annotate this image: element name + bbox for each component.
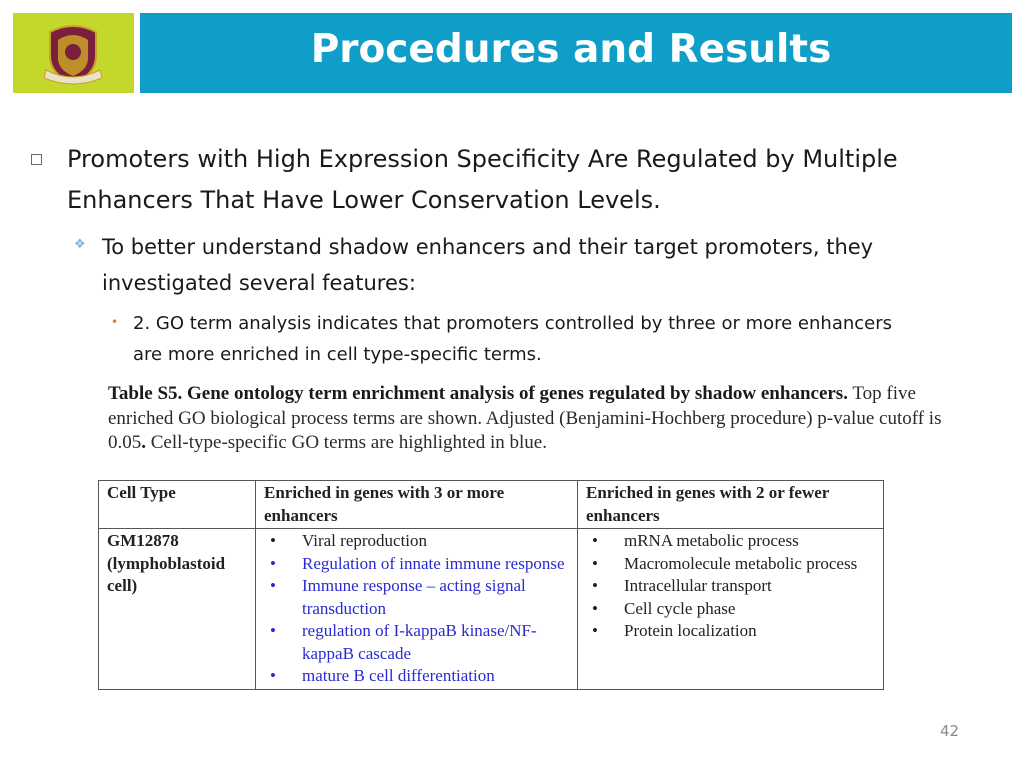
- bullet-icon: •: [270, 666, 276, 685]
- dot-bullet-icon: •: [111, 315, 119, 329]
- table-row: [99, 529, 884, 690]
- bullet-level1: Promoters with High Expression Specificity Are Regulated by Multiple Enhancers That Have Lower Conservation Levels.: [67, 145, 898, 214]
- terms-two-or-fewer: [578, 529, 884, 690]
- bullet-icon: •: [592, 598, 598, 618]
- bullet-icon: •: [592, 621, 598, 640]
- bullet-level2: To better understand shadow enhancers and their target promoters, they investigated several features:: [102, 235, 874, 295]
- header-three-or-more: Enriched in genes with 3 or more enhancers: [256, 481, 578, 529]
- go-term: Viral reproduction: [302, 531, 428, 550]
- cell-type-value: GM12878 (lymphoblastoid cell): [99, 529, 256, 690]
- list-item: [264, 620, 569, 665]
- go-term: Protein localization: [624, 621, 757, 640]
- go-term: Macromolecule metabolic process: [624, 553, 858, 573]
- caption-title: Table S5. Gene ontology term enrichment analysis of genes regulated by shadow enhancers.: [108, 383, 848, 404]
- list-item: [586, 530, 875, 553]
- list-item: [264, 665, 569, 688]
- go-term: mature B cell differentiation: [302, 666, 495, 685]
- go-term: mRNA metabolic process: [624, 531, 799, 550]
- term-list-three-or-more: [264, 530, 569, 688]
- term-list-two-or-fewer: [586, 530, 875, 643]
- list-item: [586, 598, 875, 621]
- list-item: [264, 530, 569, 553]
- table-header-row: [99, 481, 884, 529]
- caption-period: .: [141, 432, 146, 453]
- square-bullet-icon: [31, 154, 42, 165]
- list-item: [264, 553, 569, 576]
- university-crest-icon: [40, 18, 106, 88]
- bullet-icon: •: [592, 553, 598, 573]
- bullet-icon: •: [270, 621, 276, 640]
- go-term: Immune response – acting signal transduction: [302, 576, 526, 618]
- header-cell-type: Cell Type: [99, 481, 256, 529]
- go-term: regulation of I-kappaB kinase/NF-kappaB cascade: [302, 621, 537, 663]
- header-two-or-fewer: Enriched in genes with 2 or fewer enhancers: [578, 481, 884, 529]
- terms-three-or-more: [256, 529, 578, 690]
- go-term: Cell cycle phase: [624, 598, 736, 618]
- table-caption: [108, 382, 948, 456]
- slide-number: 42: [940, 722, 960, 740]
- bullet-icon: •: [270, 553, 276, 573]
- bullet-level3: 2. GO term analysis indicates that promoters controlled by three or more enhancers are more enriched in cell type-specific terms.: [133, 313, 893, 365]
- go-term: Intracellular transport: [624, 576, 772, 595]
- title-bar: [140, 13, 1012, 93]
- list-item: [586, 575, 875, 598]
- caption-text2: Cell-type-specific GO terms are highlighted in blue.: [146, 432, 547, 453]
- go-term: Regulation of innate immune response: [302, 553, 565, 573]
- bullet-icon: •: [592, 576, 598, 595]
- bullet-icon: •: [270, 531, 276, 550]
- caption-text1: Top five enriched GO biological process terms are shown. Adjusted (Benjamini-Hochberg procedure) p-value cutoff is 0.05: [108, 383, 942, 453]
- slide-title: Procedures and Results: [310, 27, 832, 72]
- diamond-bullet-icon: ❖: [74, 237, 86, 252]
- list-item: [586, 620, 875, 643]
- bullet-icon: •: [592, 531, 598, 550]
- bullet-icon: •: [270, 576, 276, 595]
- go-enrichment-table: [98, 480, 884, 690]
- list-item: [586, 553, 875, 576]
- list-item: [264, 575, 569, 620]
- logo-panel: [13, 13, 134, 93]
